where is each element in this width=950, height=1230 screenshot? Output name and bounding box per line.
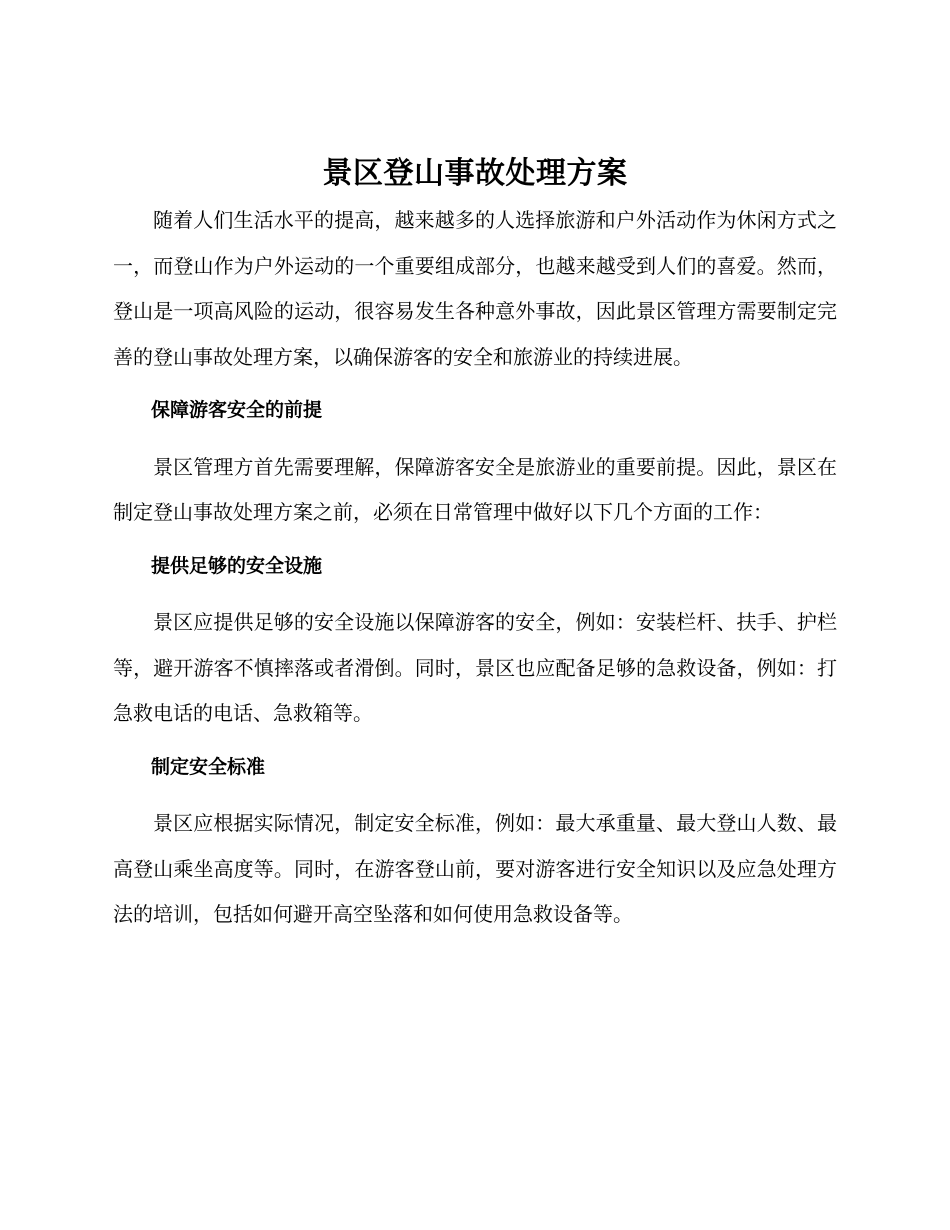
safety-standards-paragraph: 景区应根据实际情况，制定安全标准，例如：最大承重量、最大登山人数、最高登山乘坐高度等。同时，在游客登山前，要对游客进行安全知识以及应急处理方法的培训，包括如何避开高空坠落和如何使用急救设备等。 [113, 811, 837, 926]
section-heading-safety-standards: 制定安全标准 [151, 755, 266, 778]
document-title: 景区登山事故处理方案 [322, 156, 628, 191]
spacer [113, 380, 837, 388]
spacer [113, 434, 837, 445]
spacer [113, 737, 837, 745]
spacer [113, 536, 837, 544]
section-heading-safety-premise: 保障游客安全的前提 [151, 399, 323, 421]
safety-premise-paragraph: 景区管理方首先需要理解，保障游客安全是旅游业的重要前提。因此，景区在制定登山事故处理方案之前，必须在日常管理中做好以下几个方面的工作： [113, 454, 837, 524]
spacer [113, 589, 837, 600]
section-heading-safety-facilities: 提供足够的安全设施 [151, 554, 323, 577]
document-page [113, 150, 837, 938]
intro-paragraph: 随着人们生活水平的提高，越来越多的人选择旅游和户外活动作为休闲方式之一，而登山作为户外运动的一个重要组成部分，也越来越受到人们的喜爱。然而，登山是一项高风险的运动，很容易发生各种意外事故，因此景区管理方需要制定完善的登山事故处理方案，以确保游客的安全和旅游业的持续进展。 [113, 208, 837, 369]
safety-facilities-paragraph: 景区应提供足够的安全设施以保障游客的安全，例如：安装栏杆、扶手、护栏等，避开游客不慎摔落或者滑倒。同时，景区也应配备足够的急救设备，例如：打急救电话的电话、急救箱等。 [113, 610, 837, 725]
spacer [113, 790, 837, 801]
